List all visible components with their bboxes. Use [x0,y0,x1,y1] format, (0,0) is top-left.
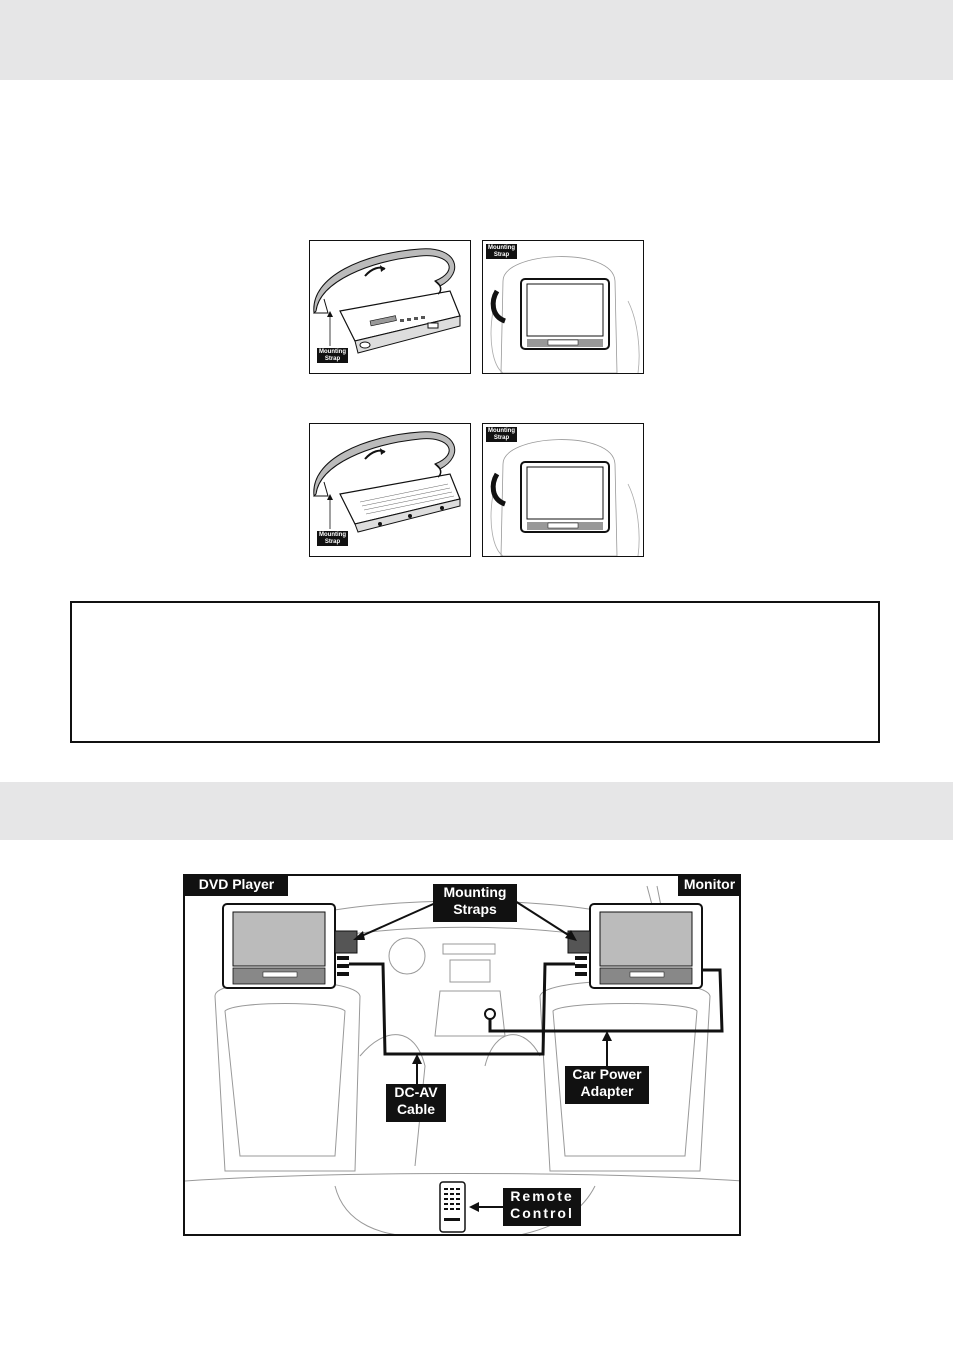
label-line: Mounting [319,532,346,538]
figure-player-headrest [482,240,644,374]
label-line: Strap [324,355,341,362]
label-line: Strap [493,434,510,441]
label-line: Car Power [572,1066,642,1082]
label-line: Cable [396,1100,436,1117]
label-line: Mounting [488,245,515,251]
mounting-straps-label [433,884,517,922]
header-band [0,0,953,80]
mounting-strap-label [317,348,348,363]
dc-av-cable-label [386,1084,446,1122]
label-line: DC-AV [394,1084,438,1100]
mounting-strap-label [486,244,517,259]
connection-diagram [183,874,741,1236]
label-line: Mounting [443,884,507,900]
figure-monitor-headrest [482,423,644,557]
mounting-strap-label [486,427,517,442]
label-line: Strap [324,538,341,545]
car-power-adapter-label [565,1066,649,1104]
label-line: Mounting [319,349,346,355]
label-line: Mounting [488,428,515,434]
figure-monitor-strap [309,423,471,557]
label-line: Control [510,1204,574,1221]
remote-control-label [503,1188,581,1226]
label-line: Straps [453,900,497,917]
label-line: Adapter [580,1082,634,1099]
section-band [0,782,953,840]
note-box [70,601,880,743]
label-line: Remote [510,1188,574,1204]
dvd-player-label: DVD Player [185,876,288,896]
monitor-label: Monitor [678,876,741,896]
label-line: Strap [493,251,510,258]
figure-player-strap [309,240,471,374]
mounting-strap-label [317,531,348,546]
